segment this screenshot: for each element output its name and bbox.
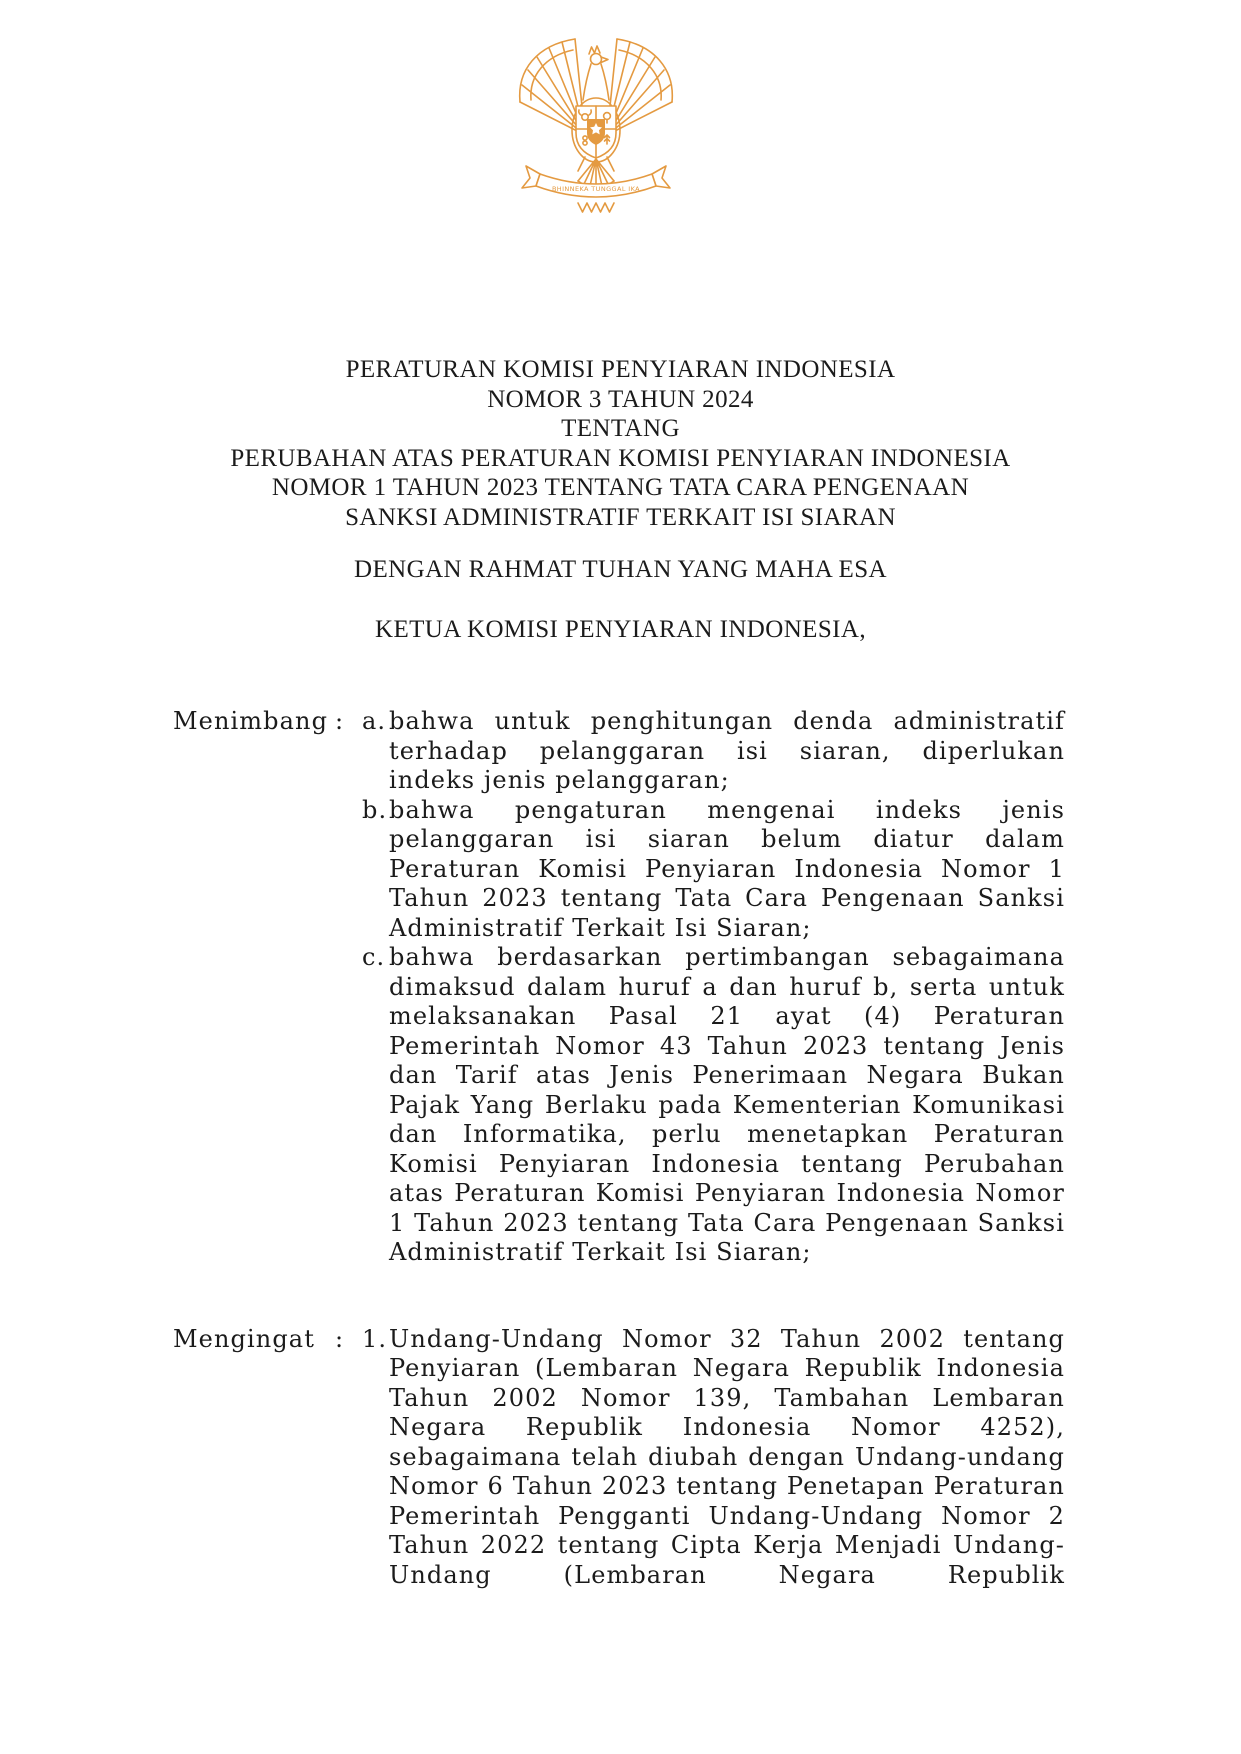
emblem-container — [0, 0, 1241, 220]
item-text: bahwa pengaturan mengenai indeks jenis pelanggaran isi siaran belum diatur dalam Peraturan Komisi Penyiaran Indonesia Nomor 1 Tahun 2023 tentang Tata Cara Pengenaan Sanksi Administratif Terkait Isi Siaran; — [389, 795, 1065, 942]
item-marker: 1. — [362, 1324, 388, 1353]
section-colon: : — [335, 1324, 345, 1353]
title-block — [0, 355, 1241, 532]
garuda-pancasila-emblem-icon — [515, 38, 677, 220]
item-marker: a. — [362, 707, 387, 735]
invocation-line: DENGAN RAHMAT TUHAN YANG MAHA ESA — [354, 556, 887, 583]
section-label: Menimbang — [173, 707, 329, 735]
item-text: bahwa berdasarkan pertimbangan sebagaimana dimaksud dalam huruf a dan huruf b, serta untuk melaksanakan Pasal 21 ayat (4) Peraturan Pemerintah Nomor 43 Tahun 2023 tentang Jenis dan Tarif atas Jenis Penerimaan Negara Bukan Pajak Yang Berlaku pada Kementerian Komunikasi dan Informatika, perlu menetapkan Peraturan Komisi Penyiaran Indonesia tentang Perubahan atas Peraturan Komisi Penyiaran Indonesia Nomor 1 Tahun 2023 tentang Tata Cara Pengenaan Sanksi Administratif Terkait Isi Siaran; — [389, 943, 1065, 1266]
title-line-6: SANKSI ADMINISTRATIF TERKAIT ISI SIARAN — [345, 503, 896, 531]
document-body — [0, 707, 1241, 1590]
title-line-2: NOMOR 3 TAHUN 2024 — [487, 385, 754, 413]
title-line-5: NOMOR 1 TAHUN 2023 TENTANG TATA CARA PENGENAAN — [271, 474, 970, 501]
section-label: Mengingat — [173, 1324, 315, 1353]
section-mengingat — [173, 1325, 1065, 1591]
issuing-official-line: KETUA KOMISI PENYIARAN INDONESIA, — [375, 615, 866, 643]
item-text: bahwa untuk penghitungan denda administratif terhadap pelanggaran isi siaran, diperlukan indeks jenis pelanggaran; — [389, 707, 1065, 794]
item-marker: c. — [362, 943, 386, 971]
consideration-item-a — [362, 707, 1065, 796]
item-text: Undang-Undang Nomor 32 Tahun 2002 tentang Penyiaran (Lembaran Negara Republik Indonesia Tahun 2002 Nomor 139, Tambahan Lembaran Negara Republik Indonesia Nomor 4252), sebagaimana telah diubah dengan Undang-undang Nomor 6 Tahun 2023 tentang Penetapan Peraturan Pemerintah Pengganti Undang-Undang Nomor 2 Tahun 2022 tentang Cipta Kerja Menjadi Undang-Undang (Lembaran Negara Republik — [389, 1324, 1065, 1589]
title-line-1: PERATURAN KOMISI PENYIARAN INDONESIA — [345, 356, 896, 383]
title-line-4: PERUBAHAN ATAS PERATURAN KOMISI PENYIARAN INDONESIA — [230, 444, 1011, 472]
consideration-item-c — [362, 943, 1065, 1268]
item-marker: b. — [362, 795, 388, 824]
section-menimbang — [173, 707, 1065, 1268]
section-items — [362, 707, 1065, 1268]
section-colon: : — [335, 707, 345, 735]
legal-basis-item-1 — [362, 1325, 1065, 1591]
section-items — [362, 1325, 1065, 1591]
title-line-3: TENTANG — [561, 415, 680, 442]
emblem-ribbon-text: BHINNEKA TUNGGAL IKA — [551, 185, 640, 193]
consideration-item-b — [362, 796, 1065, 944]
